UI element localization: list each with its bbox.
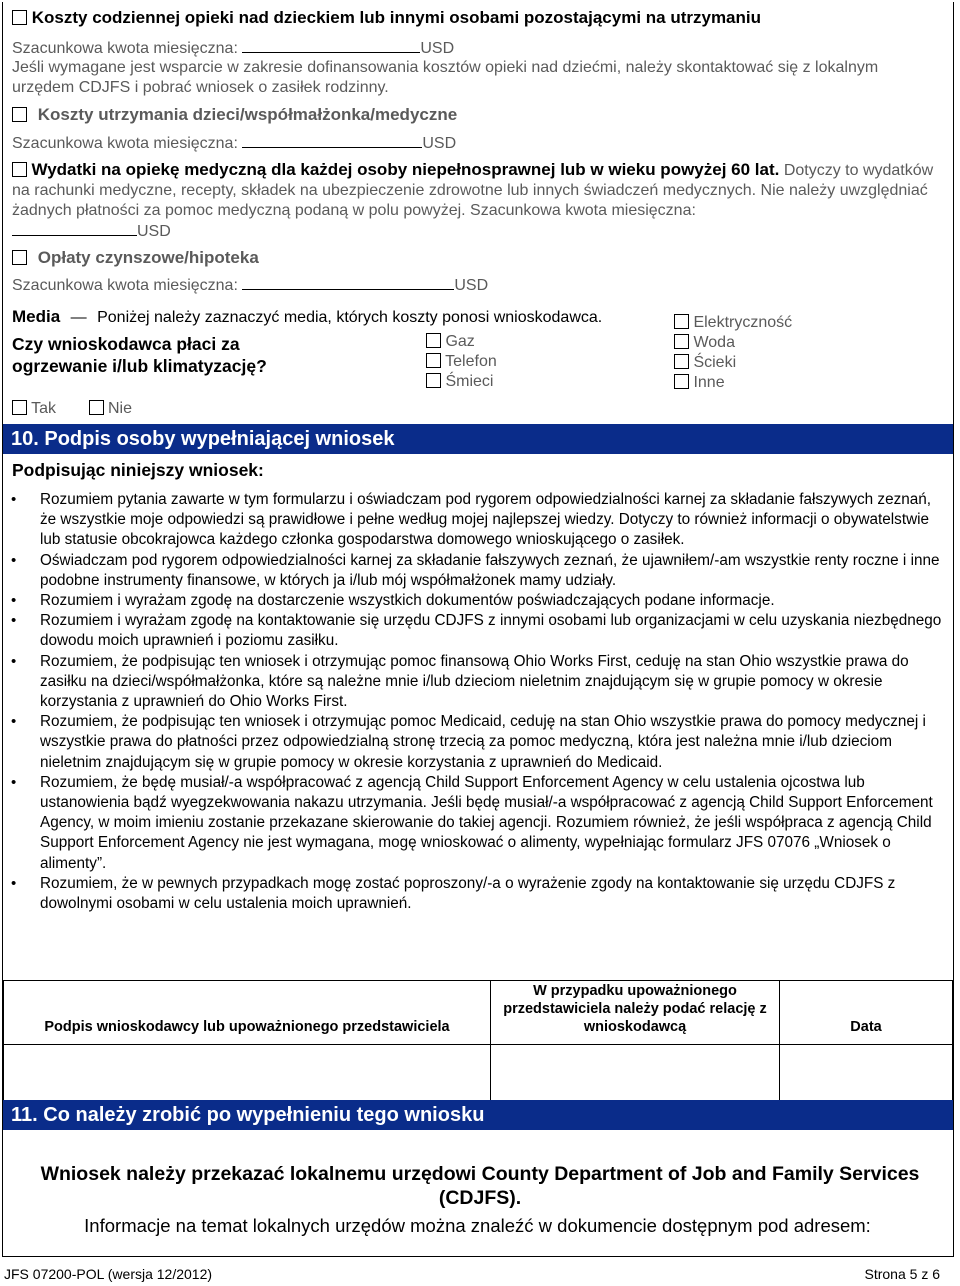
medical-title: Wydatki na opiekę medyczną dla każdej osoby niepełnosprawnej lub w wieku powyżej 60 lat.	[31, 160, 780, 179]
signature-table	[3, 980, 953, 1101]
rent-amount-row	[12, 275, 488, 296]
rent-amount-field[interactable]	[242, 275, 454, 290]
utility-item-phone[interactable]	[426, 352, 497, 372]
electricity-checkbox[interactable]	[674, 314, 689, 329]
support-checkbox[interactable]	[12, 107, 27, 122]
heating-yes-label: Tak	[31, 400, 57, 417]
medical-desc: Dotyczy to wydatków na rachunki medyczne, recepty, składek na ubezpieczenie zdrowotne lub innych świadczeń medycznych. Nie należy uwzględniać żadnych płatności za pomoc medyczną podaną w polu powyżej. Szacunkowa kwota miesięczna:	[12, 162, 934, 219]
signing-intro: Podpisując niniejszy wniosek:	[12, 460, 264, 480]
childcare-amount-row	[12, 38, 454, 59]
signature-header: Podpis wnioskodawcy lub upoważnionego przedstawiciela	[4, 981, 491, 1045]
medical-amount-field[interactable]	[12, 221, 137, 236]
support-title: Koszty utrzymania dzieci/współmałżonka/medyczne	[37, 105, 458, 124]
utility-label: Inne	[693, 374, 725, 391]
submit-instruction: Wniosek należy przekazać lokalnemu urzędowi County Department of Job and Family Services (CDJFS).	[40, 1163, 920, 1209]
utility-label: Woda	[693, 334, 735, 351]
support-amount-field[interactable]	[242, 133, 422, 148]
declaration-item: • Rozumiem, że podpisując ten wniosek i otrzymując pomoc Medicaid, ceduję na stan Ohio wszystkie prawa do pomocy medycznej i wszystkie prawa do płatności przez odpowiedzialną stronę trzecią za pomoc medyczną, która jest należna mnie i/lub dzieciom nieletnim znajdującym się w grupie pomocy w okresie korzystania z uprawnień do Medicaid.	[10, 712, 945, 773]
rent-checkbox[interactable]	[12, 250, 27, 265]
trash-checkbox[interactable]	[426, 373, 441, 388]
support-amount-row	[12, 133, 456, 154]
childcare-amount-label: Szacunkowa kwota miesięczna:	[12, 40, 238, 57]
declaration-item: • Rozumiem pytania zawarte w tym formularzu i oświadczam pod rygorem odpowiedzialności karnej za składanie fałszywych zeznań, że wszystkie moje odpowiedzi są prawidłowe i pełne według mojej najlepszej wiedzy. Dotyczy to również informacji o obywatelstwie lub statusie obcokrajowca każdego członka gospodarstwa domowego wnioskującego o zasiłek.	[10, 490, 945, 551]
section-11-heading: 11. Co należy zrobić po wypełnieniu tego wniosku	[3, 1100, 953, 1130]
medical-checkbox[interactable]	[12, 162, 27, 177]
declaration-item: • Rozumiem i wyrażam zgodę na dostarczenie wszystkich dokumentów poświadczających podane informacje.	[10, 591, 945, 611]
childcare-title: Koszty codziennej opieki nad dzieckiem lub innymi osobami pozostającymi na utrzymaniu	[31, 8, 761, 27]
form-id: JFS 07200-POL (wersja 12/2012)	[4, 1266, 213, 1282]
utility-item-sewer[interactable]	[674, 353, 736, 373]
signature-field[interactable]	[4, 1045, 491, 1101]
heating-yes-checkbox[interactable]	[12, 400, 27, 415]
utility-label: Śmieci	[445, 373, 494, 390]
heating-options	[12, 399, 132, 419]
support-amount-label: Szacunkowa kwota miesięczna:	[12, 135, 238, 152]
date-field[interactable]	[780, 1045, 953, 1101]
utility-label: Gaz	[445, 333, 475, 350]
sewer-checkbox[interactable]	[674, 354, 689, 369]
childcare-heading	[12, 8, 761, 28]
medical-block	[12, 160, 947, 242]
utility-item-gas[interactable]	[426, 332, 475, 352]
childcare-amount-field[interactable]	[242, 38, 420, 53]
utility-item-water[interactable]	[674, 333, 735, 353]
medical-currency: USD	[137, 223, 171, 240]
declaration-item: • Rozumiem i wyrażam zgodę na kontaktowanie się urzędu CDJFS z innymi osobami lub organizacjami w celu uzyskania niezbędnego dowodu moich uprawnień i poziomu zasiłku.	[10, 611, 945, 651]
heating-question: Czy wnioskodawca płaci za ogrzewanie i/lub klimatyzację?	[12, 334, 267, 376]
support-currency: USD	[422, 135, 457, 152]
phone-checkbox[interactable]	[426, 353, 441, 368]
utility-label: Telefon	[445, 353, 497, 370]
declaration-item: • Rozumiem, że w pewnych przypadkach mogę zostać poproszony/-a o wyrażenie zgody na kontaktowanie się urzędu CDJFS z dowolnymi osobami w celu ustalenia moich uprawnień.	[10, 874, 945, 914]
other-checkbox[interactable]	[674, 374, 689, 389]
utility-item-trash[interactable]	[426, 372, 493, 392]
rent-currency: USD	[454, 277, 489, 294]
page-number: Strona 5 z 6	[864, 1266, 940, 1282]
utility-item-other[interactable]	[674, 373, 725, 393]
heating-no-checkbox[interactable]	[89, 400, 104, 415]
relationship-header: W przypadku upoważnionego przedstawiciela należy podać relację z wnioskodawcą	[491, 981, 780, 1045]
childcare-note: Jeśli wymagane jest wsparcie w zakresie dofinansowania kosztów opieki nad dziećmi, należy skontaktować się z lokalnym urzędem CDJFS i pobrać wniosek o zasiłek rodzinny.	[12, 59, 879, 96]
utility-item-electricity[interactable]	[674, 313, 792, 333]
utilities-instruction: Poniżej należy zaznaczyć media, których koszty ponosi wnioskodawca.	[97, 309, 603, 326]
gas-checkbox[interactable]	[426, 333, 441, 348]
childcare-currency: USD	[420, 40, 455, 57]
water-checkbox[interactable]	[674, 334, 689, 349]
utilities-dash: —	[70, 309, 87, 326]
relationship-field[interactable]	[491, 1045, 780, 1101]
office-info: Informacje na temat lokalnych urzędów można znaleźć w dokumencie dostępnym pod adresem:	[84, 1215, 871, 1236]
utility-label: Ścieki	[693, 354, 737, 371]
section-10-heading: 10. Podpis osoby wypełniającej wniosek	[3, 424, 953, 454]
rent-heading	[12, 248, 259, 268]
support-heading	[12, 105, 457, 125]
date-header: Data	[780, 981, 953, 1045]
declarations-list	[10, 490, 945, 914]
declaration-item: • Rozumiem, że będę musiał/-a współpracować z agencją Child Support Enforcement Agency w celu ustalenia ojcostwa lub ustanowienia bądź wyegzekwowania nakazu utrzymania. Jeśli będę musiał/-a współpracować z agencją Child Support Enforcement Agency, w moim imieniu zostanie przekazane skierowanie do takiej agencji. Rozumiem również, że jeśli współpraca z agencją Child Support Enforcement Agency nie jest wymagana, mogę wnioskować o alimenty, wypełniając formularz JFS 07076 „Wniosek o alimenty”.	[10, 773, 945, 874]
declaration-item: • Oświadczam pod rygorem odpowiedzialności karnej za składanie fałszywych zeznań, że ujawniłem/-am wszystkie renty roczne i inne podobne instrumenty finansowe, w których ja i/lub mój współmałżonek mamy udziały.	[10, 551, 945, 591]
rent-title: Opłaty czynszowe/hipoteka	[37, 248, 259, 267]
childcare-checkbox[interactable]	[12, 10, 27, 25]
declaration-item: • Rozumiem, że podpisując ten wniosek i otrzymując pomoc finansową Ohio Works First, ceduję na stan Ohio wszystkie prawa do zasiłku na dzieci/współmałżonka, które są należne mnie i/lub dzieciom nieletnim znajdującym się w grupie pomocy w okresie korzystania z uprawnień do Ohio Works First.	[10, 652, 945, 713]
utilities-title: Media	[12, 307, 61, 326]
heating-no-label: Nie	[107, 400, 132, 417]
utility-label: Elektryczność	[693, 314, 793, 331]
utilities-heading	[12, 307, 602, 328]
rent-amount-label: Szacunkowa kwota miesięczna:	[12, 277, 238, 294]
